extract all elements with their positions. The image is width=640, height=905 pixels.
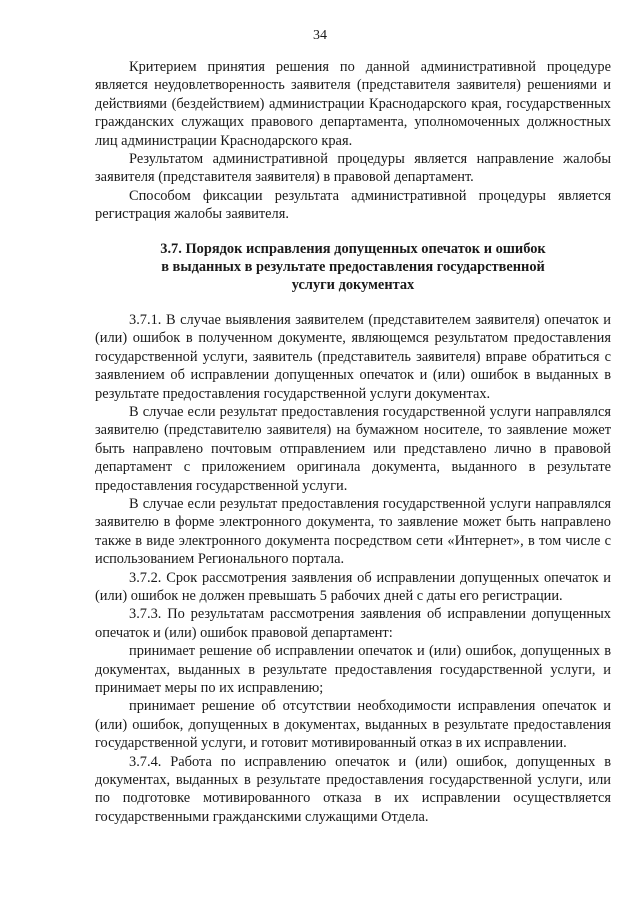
paragraph-paper-case: В случае если результат предоставления государственной услуги направлялся заявителю (представителю заявителя) на бумажном носителе, то заявление может быть направлено почтовым отправлением или представлено лично в правовой департамент с приложением оригинала документа, выданного в результате предоставления государственной услуги. xyxy=(95,403,611,494)
paragraph-3-7-2: 3.7.2. Срок рассмотрения заявления об исправлении допущенных опечаток и (или) ошибок не должен превышать 5 рабочих дней с даты его регистрации. xyxy=(95,569,611,604)
paragraph-3-7-1: 3.7.1. В случае выявления заявителем (представителем заявителя) опечаток и (или) ошибок в полученном документе, являющемся результатом предоставления государственной услуги, заявитель (представитель заявителя) вправе обратиться с заявлением об исправлении допущенных опечаток и (или) ошибок в выданных в результате предоставления государственной услуги документах. xyxy=(95,311,611,402)
paragraph-electronic-case: В случае если результат предоставления государственной услуги направлялся заявителю в форме электронного документа, то заявление может быть направлено также в виде электронного документа посредством сети «Интернет», в том числе с использованием Регионального портала. xyxy=(95,495,611,568)
section-heading xyxy=(95,240,611,295)
paragraph-decision-correct: принимает решение об исправлении опечаток и (или) ошибок, допущенных в документах, выданных в результате предоставления государственной услуги, и принимает меры по их исправлению; xyxy=(95,643,611,696)
paragraph-3-7-4: 3.7.4. Работа по исправлению опечаток и (или) ошибок, допущенных в документах, выданных в результате предоставления государственной услуги, или по подготовке мотивированного отказа в их исправлении осуществляется государственными гражданскими служащими Отдела. xyxy=(95,753,611,825)
paragraph-3-7-3: 3.7.3. По результатам рассмотрения заявления об исправлении допущенных опечаток и (или) ошибок правовой департамент: xyxy=(95,606,611,641)
paragraph-result: Результатом административной процедуры является направление жалобы заявителя (представителя заявителя) в правовой департамент. xyxy=(95,151,611,186)
section-heading-line: 3.7. Порядок исправления допущенных опечаток и ошибок xyxy=(160,240,546,257)
paragraph-criterion: Критерием принятия решения по данной административной процедуре является неудовлетворенность заявителя (представителя заявителя) решениями и действиями (бездействием) администрации Краснодарского края, государственных гражданских служащих правового департамента, уполномоченных должностных лиц администрации Краснодарского края. xyxy=(95,59,611,149)
section-heading-line: в выданных в результате предоставления государственной xyxy=(161,259,545,276)
document-body xyxy=(95,58,611,826)
paragraph-decision-refuse: принимает решение об отсутствии необходимости исправления опечаток и (или) ошибок, допущенных в документах, выданных в результате предоставления государственной услуги, и готовит мотивированный отказ в их исправлении. xyxy=(95,698,611,752)
section-heading-line: услуги документах xyxy=(291,277,415,294)
page-number: 34 xyxy=(313,28,327,43)
paragraph-fixation: Способом фиксации результата административной процедуры является регистрация жалобы заявителя. xyxy=(95,187,611,223)
